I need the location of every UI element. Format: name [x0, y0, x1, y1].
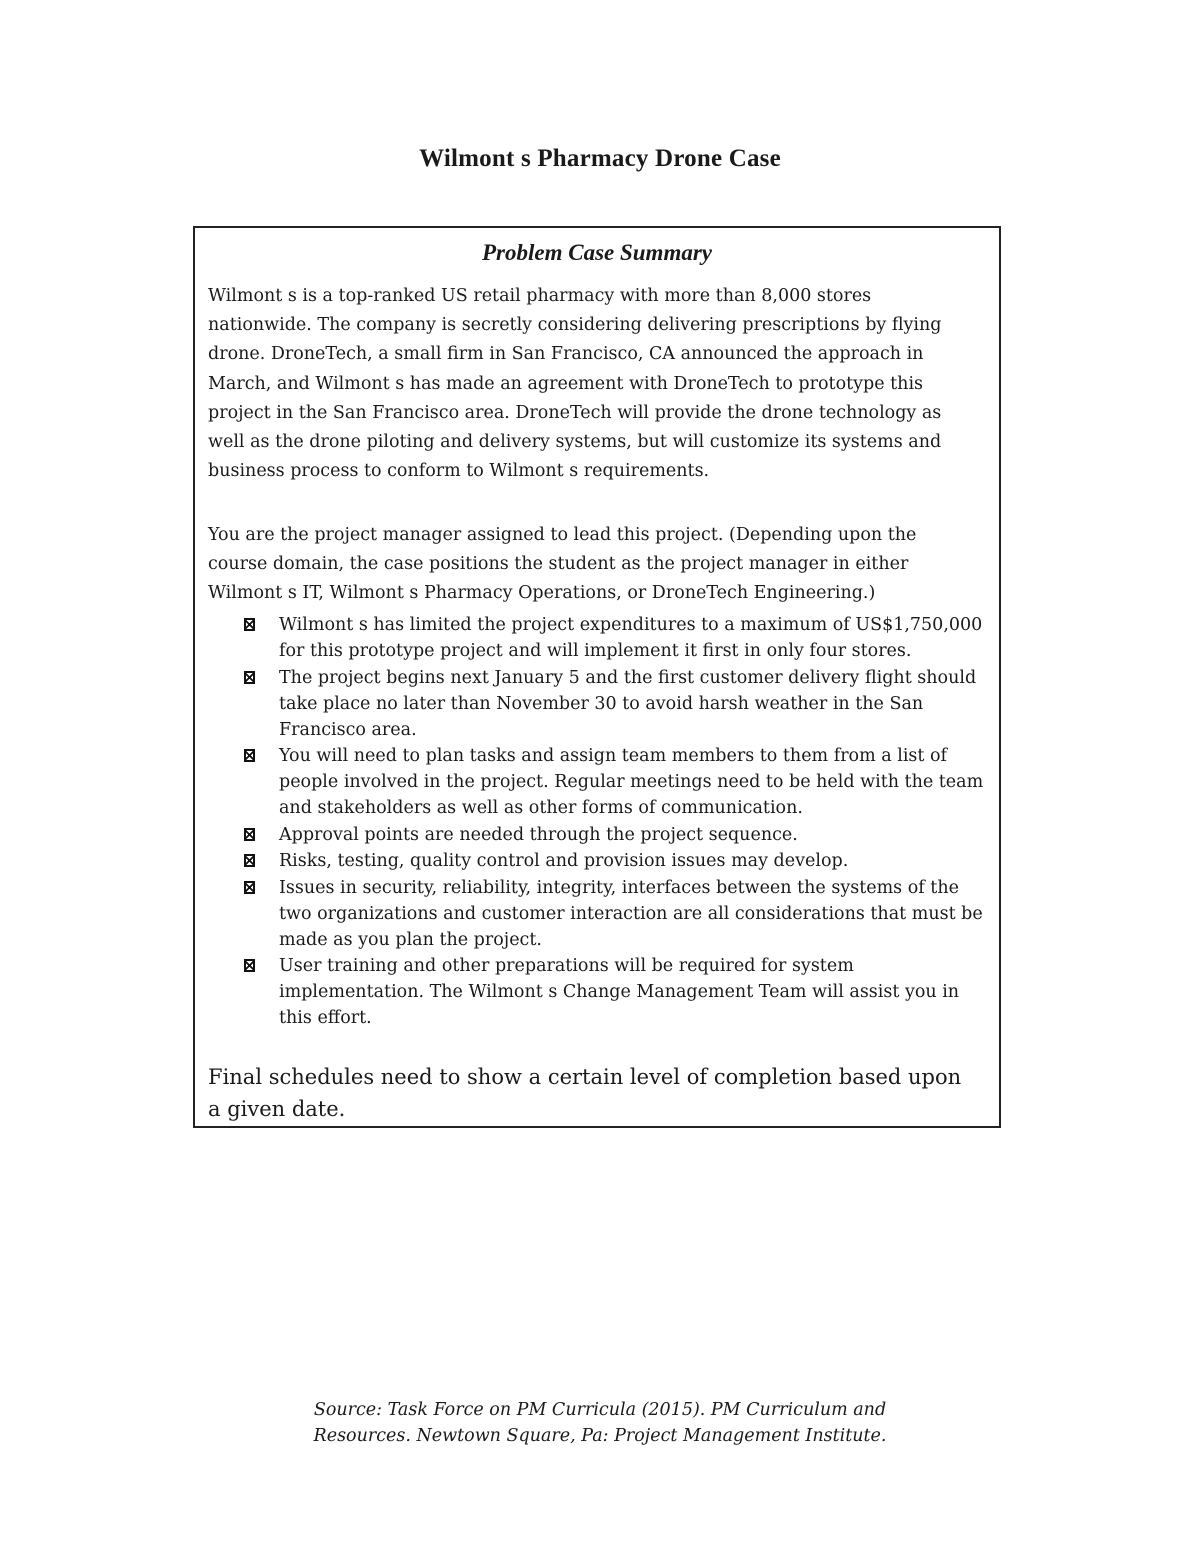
list-item	[235, 822, 990, 848]
checkbox-bullet-icon	[244, 854, 255, 867]
checkbox-bullet-icon	[244, 881, 255, 894]
list-item-text: You will need to plan tasks and assign team members to them from a list of people involved in the project. Regular meetings need to be held with the team and stakeholders as well as other forms of communication.	[279, 746, 984, 818]
source-citation	[0, 1397, 1200, 1449]
list-item-text: Risks, testing, quality control and provision issues may develop.	[279, 851, 849, 871]
list-item-text: Wilmont s has limited the project expenditures to a maximum of US$1,750,000 for this prototype project and will implement it first in only four stores.	[279, 615, 983, 661]
summary-paragraph-intro: Wilmont s is a top-ranked US retail pharmacy with more than 8,000 stores nationwide. The company is secretly considering delivering prescriptions by flying drone. DroneTech, a small firm in San Francisco, CA announced the approach in March, and Wilmont s has made an agreement with DroneTech to prototype this project in the San Francisco area. DroneTech will provide the drone technology as well as the drone piloting and delivery systems, but will customize its systems and business process to conform to Wilmont s requirements.	[208, 286, 942, 482]
list-item	[235, 875, 990, 953]
checkbox-bullet-icon	[244, 749, 255, 762]
checkbox-bullet-icon	[244, 828, 255, 841]
list-item	[235, 953, 990, 1031]
list-item-text: The project begins next January 5 and the first customer delivery flight should take place no later than November 30 to avoid harsh weather in the San Francisco area.	[279, 667, 977, 740]
list-item	[235, 743, 990, 821]
summary-closing-statement: Final schedules need to show a certain level of completion based upon a given date.	[208, 1065, 962, 1121]
list-item	[235, 665, 990, 743]
list-item	[235, 848, 990, 874]
requirements-list	[235, 612, 990, 1032]
list-item	[235, 612, 990, 664]
document-title: Wilmont s Pharmacy Drone Case	[419, 145, 781, 172]
list-item-text: User training and other preparations will be required for system implementation. The Wilmont s Change Management Team will assist you in this effort.	[279, 956, 960, 1028]
source-citation-line: Source: Task Force on PM Curricula (2015). PM Curriculum and	[313, 1400, 887, 1420]
checkbox-bullet-icon	[244, 671, 255, 684]
checkbox-bullet-icon	[244, 618, 255, 631]
problem-case-summary-box	[193, 226, 1001, 1128]
checkbox-bullet-icon	[244, 959, 255, 972]
list-item-text: Issues in security, reliability, integrity, interfaces between the systems of the two organizations and customer interaction are all considerations that must be made as you plan the project.	[279, 877, 983, 950]
list-item-text: Approval points are needed through the project sequence.	[279, 824, 798, 845]
summary-paragraph-role: You are the project manager assigned to lead this project. (Depending upon the course domain, the case positions the student as the project manager in either Wilmont s IT, Wilmont s Pharmacy Operations, or DroneTech Engineering.)	[208, 525, 917, 604]
source-citation-line: Resources. Newtown Square, Pa: Project Management Institute.	[313, 1426, 887, 1446]
summary-heading: Problem Case Summary	[481, 240, 712, 265]
